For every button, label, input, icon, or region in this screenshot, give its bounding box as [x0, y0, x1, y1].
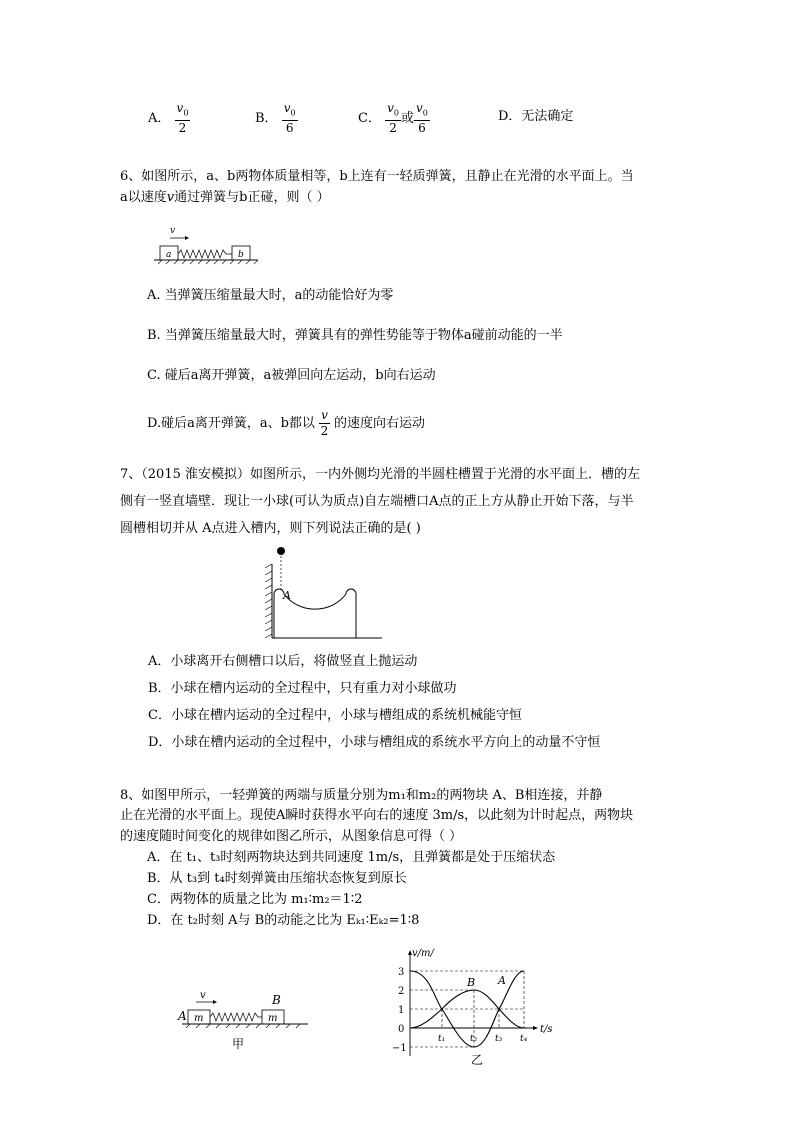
q5-option-c[interactable]: C． $\frac{v_0}{2}$ 或 $\frac{v_0}{6}$ — [358, 101, 428, 136]
caption-yi: 乙 — [471, 1053, 484, 1067]
q8-stem-line3: 的速度随时间变化的规律如图乙所示，从图象信息可得（ ） — [120, 829, 463, 844]
q8-option-d[interactable]: D．在 t₂时刻 A与 B的动能之比为 Eₖ₁∶Eₖ₂=1∶8 — [147, 913, 420, 928]
block-a-label: a — [166, 250, 172, 260]
fraction-v0-over-2: $\frac{v_0}{2}$ — [176, 101, 189, 136]
block-a-mass: m — [194, 1013, 204, 1024]
block-b-name: B — [272, 993, 281, 1007]
y-tick-label: −1 — [392, 1043, 407, 1054]
x-tick-label: t₂ — [470, 1034, 478, 1044]
y-tick-label: 1 — [398, 1005, 405, 1016]
q6-option-a[interactable]: A. 当弹簧压缩量最大时，a的动能恰好为零 — [147, 288, 394, 303]
spring — [210, 1013, 262, 1021]
q7-option-c[interactable]: C．小球在槽内运动的全过程中，小球与槽组成的系统机械能守恒 — [148, 708, 522, 723]
q5-option-b[interactable]: B． $\frac{v_0}{6}$ — [255, 101, 296, 136]
curve-a-label: A — [498, 974, 506, 987]
fraction-v0-over-6: $\frac{v_0}{6}$ — [415, 101, 428, 136]
q8-option-b[interactable]: B．从 t₃到 t₄时刻弹簧由压缩状态恢复到原长 — [147, 871, 407, 886]
q7-stem-line3: 圆槽相切并从 A点进入槽内，则下列说法正确的是( ) — [120, 521, 421, 536]
fraction-v0-over-2: $\frac{v_0}{2}$ — [387, 101, 399, 136]
q8-figure-yi-vt-graph — [390, 946, 560, 1071]
q8-option-c[interactable]: C．两物体的质量之比为 m₁∶m₂＝1∶2 — [147, 892, 363, 907]
q6-stem-line2: a以速度v通过弹簧与b正碰，则（ ） — [120, 190, 330, 205]
q8-stem-line1: 8、如图甲所示，一轻弹簧的两端与质量分别为m₁和m₂的两物块 A、B相连接，并静 — [120, 788, 603, 803]
q7-figure-semicircle-groove — [262, 542, 387, 644]
ground-hatching — [186, 1024, 300, 1028]
point-a-label: A — [283, 589, 291, 602]
semicircle-groove — [274, 589, 356, 638]
q8-figure-jia — [176, 986, 316, 1058]
x-tick-label: t₄ — [520, 1034, 528, 1044]
t-axis-label: t/s — [540, 1024, 553, 1035]
q6-stem-line1: 6、如图所示，a、b两物体质量相等，b上连有一轻质弹簧，且静止在光滑的水平面上。当 — [120, 169, 634, 184]
ground-hatching — [158, 260, 258, 264]
block-b-label: b — [238, 250, 244, 260]
velocity-label: v — [170, 226, 176, 236]
y-tick-label: 2 — [398, 986, 405, 997]
t-axis-arrow-icon — [533, 1026, 538, 1030]
q5-option-a[interactable]: A． $\frac{v_0}{2}$ — [148, 101, 189, 136]
block-b-mass: m — [268, 1013, 278, 1024]
v-axis-label: v/m/ — [412, 948, 434, 959]
x-tick-label: t₁ — [438, 1034, 446, 1044]
arrow-head-icon — [185, 236, 189, 240]
y-tick-label: 0 — [398, 1024, 405, 1035]
q7-option-a[interactable]: A．小球离开右侧槽口以后，将做竖直上抛运动 — [148, 654, 418, 669]
fraction-v0-over-6: $\frac{v_0}{6}$ — [283, 101, 296, 136]
q7-stem-line1: 7、（2015 淮安模拟）如图所示，一内外侧均光滑的半圆柱槽置于光滑的水平面上．槽的左 — [120, 467, 640, 482]
y-tick-label: 3 — [398, 967, 405, 978]
caption-jia: 甲 — [232, 1037, 245, 1051]
block-a-name: A — [178, 1009, 187, 1023]
q6-option-b[interactable]: B. 当弹簧压缩量最大时，弹簧具有的弹性势能等于物体a碰前动能的一半 — [147, 328, 563, 343]
q5-option-d[interactable]: D．无法确定 — [498, 109, 574, 124]
q8-option-a[interactable]: A．在 t₁、t₃时刻两物块达到共同速度 1m/s，且弹簧都是处于压缩状态 — [147, 850, 556, 865]
q6-option-d[interactable]: D.碰后a离开弹簧，a、b都以 $\frac{v}{2}$ 的速度向右运动 — [147, 408, 425, 438]
spring — [178, 250, 232, 258]
wall-hatching — [265, 564, 272, 638]
fraction-v-over-2: $\frac{v}{2}$ — [320, 408, 329, 438]
q6-option-c[interactable]: C. 碰后a离开弹簧，a被弹回向左运动，b向右运动 — [147, 368, 436, 383]
q6-figure-collision — [150, 224, 262, 268]
x-tick-label: t₃ — [495, 1034, 503, 1044]
q8-stem-line2: 止在光滑的水平面上。现使A瞬时获得水平向右的速度 3m/s，以此刻为计时起点，两物块 — [120, 808, 634, 823]
q7-stem-line2: 侧有一竖直墙壁．现让一小球(可认为质点)自左端槽口A点的正上方从静止开始下落，与半 — [120, 494, 634, 509]
curve-b-label: B — [467, 976, 476, 989]
ball — [277, 547, 285, 555]
q7-option-b[interactable]: B．小球在槽内运动的全过程中，只有重力对小球做功 — [148, 681, 457, 696]
velocity-label: v — [200, 990, 206, 1001]
arrow-head-icon — [213, 1000, 217, 1004]
q7-option-d[interactable]: D．小球在槽内运动的全过程中，小球与槽组成的系统水平方向上的动量不守恒 — [148, 735, 601, 750]
